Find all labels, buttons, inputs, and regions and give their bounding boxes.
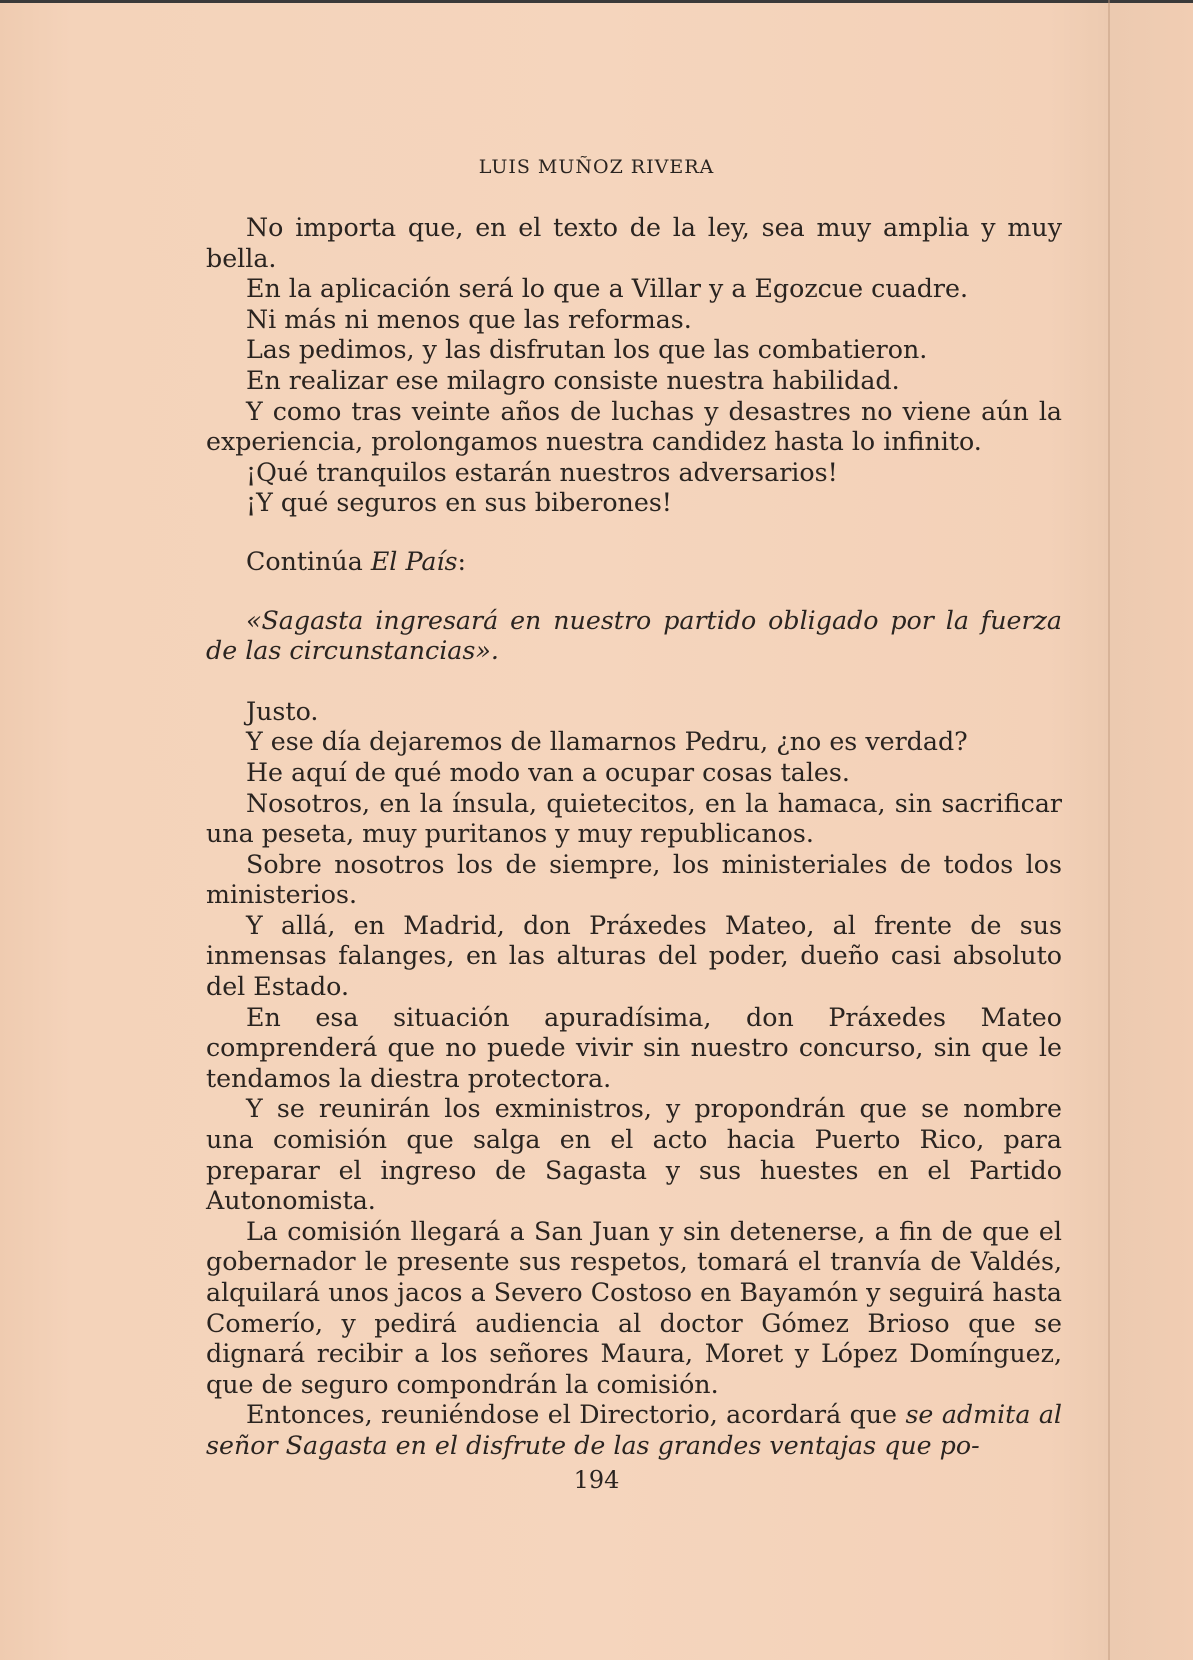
running-header: LUIS MUÑOZ RIVERA: [478, 156, 715, 178]
page-fold-line: [1108, 0, 1110, 1660]
body-text: [206, 213, 1062, 1462]
paragraph: En realizar ese milagro consiste nuestra habilidad.: [246, 365, 900, 395]
paragraph: No importa que, en el texto de la ley, sea muy amplia y muy bella.: [206, 213, 1062, 273]
paragraph: En esa situación apuradísima, don Práxedes Mateo comprenderá que no puede vivir sin nuestro concurso, sin que le tendamos la diestra protectora.: [206, 1002, 1062, 1093]
paragraph: Y como tras veinte años de luchas y desastres no viene aún la experiencia, prolongamos nuestra candidez hasta lo infinito.: [206, 396, 1062, 457]
paragraph: Justo.: [246, 696, 319, 726]
paragraph: ¡Y qué seguros en sus biberones!: [246, 488, 672, 518]
paragraph: Sobre nosotros los de siempre, los ministeriales de todos los ministerios.: [206, 849, 1062, 910]
paragraph: La comisión llegará a San Juan y sin detenerse, a fin de que el gobernador le presente sus respetos, tomará el tranvía de Valdés, alquilará unos jacos a Severo Costoso en Bayamón y seguirá hasta Comerío, y pedirá audiencia al doctor Gómez Brioso que se dignará recibir a los señores Maura, Moret y López Domínguez, que de seguro compondrán la comisión.: [206, 1216, 1062, 1399]
quote-intro-after: :: [457, 546, 467, 576]
paragraph: Y se reunirán los exministros, y propondrán que se nombre una comisión que salga en el acto hacia Puerto Rico, para preparar el ingreso de Sagasta y sus huestes en el Partido Autonomista.: [206, 1094, 1062, 1216]
paragraph: Y ese día dejaremos de llamarnos Pedru, ¿no es verdad?: [246, 727, 968, 757]
paragraph: Y allá, en Madrid, don Práxedes Mateo, al frente de sus inmensas falanges, en las alturas del poder, dueño casi absoluto del Estado.: [206, 910, 1062, 1002]
paragraph: En la aplicación será lo que a Villar y a Egozcue cuadre.: [246, 274, 968, 304]
paragraph: He aquí de qué modo van a ocupar cosas tales.: [246, 757, 850, 787]
last-paragraph-italic: se admita al señor Sagasta en el disfrute de las grandes ventajas que po-: [206, 1400, 1062, 1460]
paragraph: Las pedimos, y las disfrutan los que las combatieron.: [246, 335, 928, 365]
page-number: 194: [573, 1466, 620, 1494]
quote-intro-before: Continúa: [246, 546, 371, 576]
last-paragraph-text: Entonces, reuniéndose el Directorio, acordará que: [246, 1400, 906, 1430]
paragraph: Nosotros, en la ínsula, quietecitos, en la hamaca, sin sacrificar una peseta, muy puritanos y muy republicanos.: [206, 788, 1062, 849]
paragraph: ¡Qué tranquilos estarán nuestros adversarios!: [246, 457, 838, 487]
quote-source: El País: [370, 546, 458, 576]
quote: [206, 606, 1062, 667]
quote-text: «Sagasta ingresará en nuestro partido obligado por la fuerza de las circunstancias».: [206, 605, 1062, 666]
page-top-edge: [0, 0, 1193, 3]
paragraph-last: [206, 1400, 1062, 1461]
quote-intro: [206, 547, 1062, 578]
paragraph: Ni más ni menos que las reformas.: [246, 304, 692, 334]
